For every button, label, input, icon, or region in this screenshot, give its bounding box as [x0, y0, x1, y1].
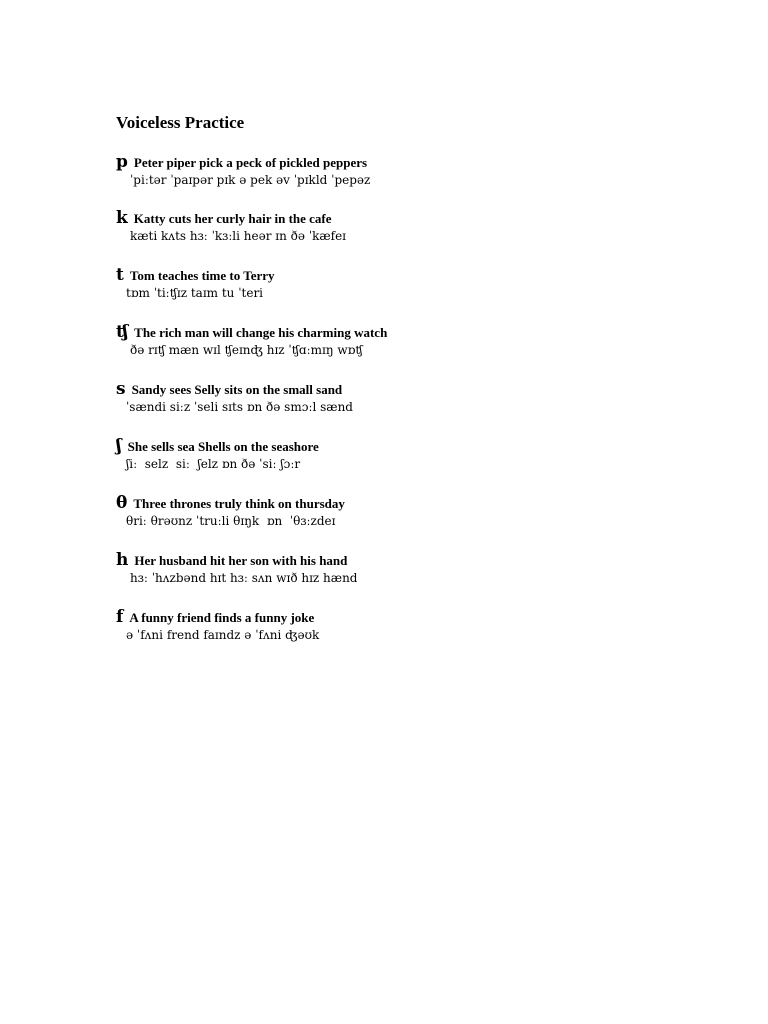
entry-heading: [116, 265, 676, 285]
practice-entry-sh: [116, 436, 676, 472]
practice-sentence: A funny friend finds a funny joke: [129, 610, 315, 625]
entry-heading: [116, 493, 676, 513]
practice-sentence: Tom teaches time to Terry: [129, 268, 275, 283]
practice-entry-s: [116, 379, 676, 415]
practice-sentence: Katty cuts her curly hair in the cafe: [133, 211, 332, 226]
practice-sentence: She sells sea Shells on the seashore: [127, 439, 319, 454]
practice-entry-k: [116, 208, 676, 244]
practice-sentence: Peter piper pick a peck of pickled peppers: [133, 155, 368, 170]
ipa-transcription: ə ˈfʌni frend faɪndz ə ˈfʌni ʤəʊk: [126, 628, 320, 642]
practice-entry-p: [116, 152, 676, 188]
ipa-transcription: ˈsændi siːz ˈseli sɪts ɒn ðə smɔːl sænd: [126, 400, 353, 414]
ipa-transcription: θriː θrəʊnz ˈtruːli θɪŋk ɒn ˈθɜːzdeɪ: [126, 514, 336, 528]
phoneme-symbol: p: [116, 152, 128, 172]
ipa-transcription: ðə rɪʧ mæn wɪl ʧeɪnʤ hɪz ˈʧɑːmɪŋ wɒʧ: [130, 343, 363, 357]
practice-entry-f: [116, 607, 676, 643]
ipa-transcription: kæti kʌts hɜː ˈkɜːli heər ɪn ðə ˈkæfeɪ: [130, 229, 347, 243]
page-title: Voiceless Practice: [116, 113, 245, 132]
practice-entry-ch: [116, 322, 676, 358]
practice-sentence: Three thrones truly think on thursday: [133, 496, 345, 511]
phoneme-symbol: ʧ: [116, 322, 129, 342]
phoneme-symbol: f: [116, 607, 124, 627]
phoneme-symbol: k: [116, 208, 128, 228]
entry-heading: [116, 208, 676, 228]
entry-heading: [116, 322, 676, 342]
phoneme-symbol: s: [116, 379, 126, 399]
ipa-transcription: hɜː ˈhʌzbənd hɪt hɜː sʌn wɪð hɪz hænd: [130, 571, 358, 585]
entry-heading: [116, 152, 676, 172]
practice-entry-th: [116, 493, 676, 529]
entry-heading: [116, 379, 676, 399]
phoneme-symbol: h: [116, 550, 129, 570]
practice-sentence: Her husband hit her son with his hand: [134, 553, 348, 568]
entry-heading: [116, 436, 676, 456]
practice-sentence: The rich man will change his charming watch: [134, 325, 388, 340]
ipa-transcription: tɒm ˈtiːʧɪz taɪm tu ˈteri: [126, 286, 264, 300]
practice-sentence: Sandy sees Selly sits on the small sand: [131, 382, 343, 397]
practice-entry-t: [116, 265, 676, 301]
phoneme-symbol: ʃ: [116, 436, 122, 456]
entry-heading: [116, 607, 676, 627]
entry-heading: [116, 550, 676, 570]
ipa-transcription: ˈpiːtər ˈpaɪpər pɪk ə pek əv ˈpɪkld ˈpepəz: [130, 173, 371, 187]
phoneme-symbol: θ: [116, 493, 128, 513]
phoneme-symbol: t: [116, 265, 124, 285]
practice-entry-h: [116, 550, 676, 586]
ipa-transcription: ʃiː selz siː ʃelz ɒn ðə ˈsiː ʃɔːr: [126, 457, 301, 471]
